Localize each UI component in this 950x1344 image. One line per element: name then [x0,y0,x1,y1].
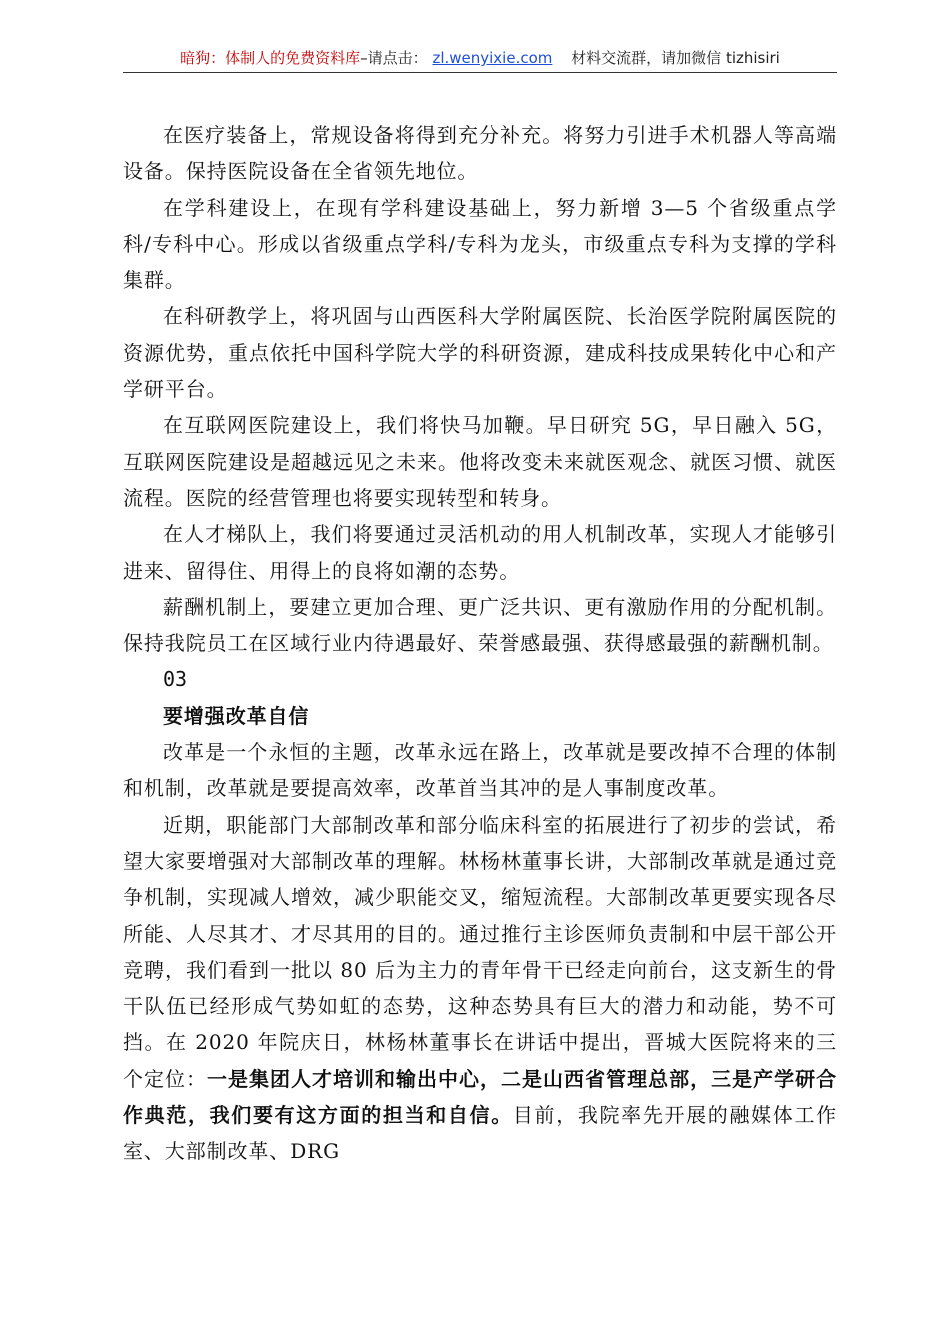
header-link[interactable]: zl.wenyixie.com [432,49,553,67]
paragraph-medical-equipment: 在医疗装备上，常规设备将得到充分补充。将努力引进手术机器人等高端设备。保持医院设备在全省领先地位。 [123,123,837,184]
header-prompt: –请点击： [360,49,428,67]
paragraph-research-teaching: 在科研教学上，将巩固与山西医科大学附属医院、长治医学院附属医院的资源优势，重点依托中国科学院大学的科研资源，建成科技成果转化中心和产学研平台。 [123,304,837,402]
header-site-name: 暗狗：体制人的免费资料库 [180,49,361,67]
section-title: 要增强改革自信 [163,703,310,728]
paragraph-discipline-construction: 在学科建设上，在现有学科建设基础上，努力新增 3—5 个省级重点学科/专科中心。形成以省级重点学科/专科为龙头，市级重点专科为支撑的学科集群。 [123,195,837,293]
paragraph-reform-progress [123,807,837,1170]
reform-text-end: 目前，我院率先开展的融媒体工作室、大部制改革、DRG [123,1103,838,1164]
section-number: 03 [163,667,188,692]
paragraph-internet-hospital: 在互联网医院建设上，我们将快马加鞭。早日研究 5G，早日融入 5G，互联网医院建设是超越远见之未来。他将改变未来就医观念、就医习惯、就医流程。医院的经营管理也将要实现转型和转身。 [123,413,837,510]
header-note: 材料交流群，请加微信 tizhisiri [571,49,780,67]
paragraph-talent-echelon: 在人才梯队上，我们将要通过灵活机动的用人机制改革，实现人才能够引进来、留得住、用得上的良将如潮的态势。 [123,522,837,583]
paragraph-reform-theme: 改革是一个永恒的主题，改革永远在路上，改革就是要改掉不合理的体制和机制，改革就是要提高效率，改革首当其冲的是人事制度改革。 [123,740,837,801]
reform-three-positions: 一是集团人才培训和输出中心，二是山西省管理总部，三是产学研合作典范，我们要有这方面的担当和自信。 [123,1066,837,1128]
reform-text-start: 近期，职能部门大部制改革和部分临床科室的拓展进行了初步的尝试，希望大家要增强对大部制改革的理解。林杨林董事长讲，大部制改革就是通过竞争机制，实现减人增效，减少职能交叉，缩短流程。大部制改革更要实现各尽所能、人尽其才、才尽其用的目的。通过推行主诊医师负责制和中层干部公开竞聘，我们看到一批以 80 后为主力的青年骨干已经走向前台，这支新生的骨干队伍已经形成气势如虹的态势，这种态势具有巨大的潜力和动能，势不可挡。在 2020 年院庆日，林杨林董事长在讲话中提出，晋城大医院将来的三个定位： [123,812,837,1091]
page-header [123,46,837,73]
paragraph-salary-mechanism: 薪酬机制上，要建立更加合理、更广泛共识、更有激励作用的分配机制。保持我院员工在区域行业内待遇最好、荣誉感最强、获得感最强的薪酬机制。 [123,594,837,656]
document-body [123,117,837,1170]
